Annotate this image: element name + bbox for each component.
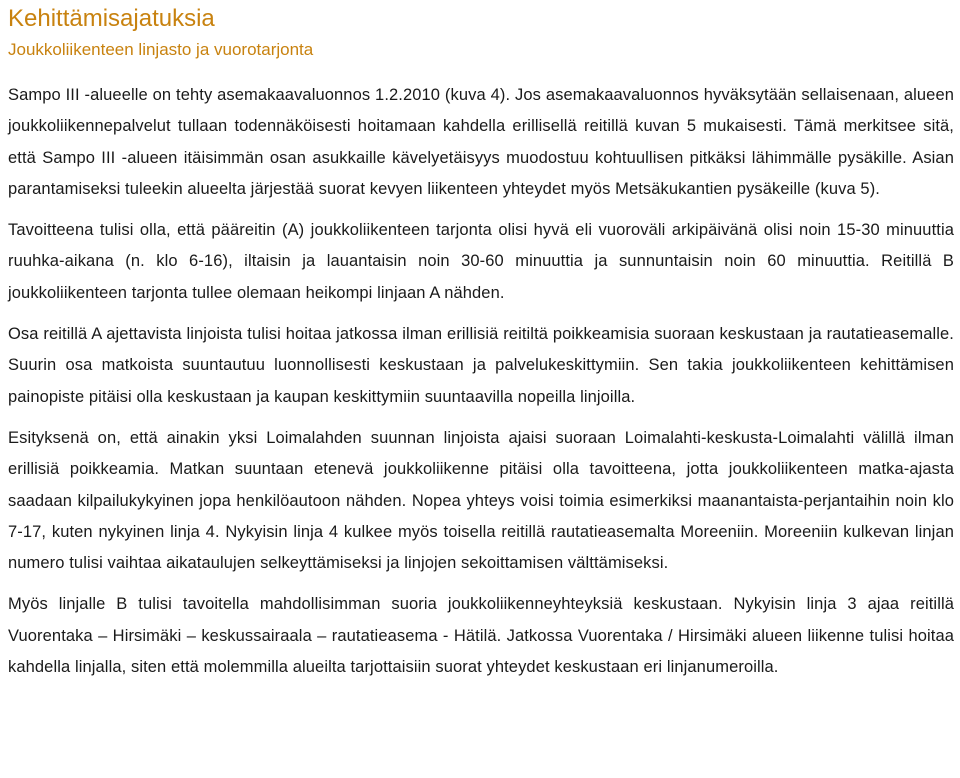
- paragraph-5: Myös linjalle B tulisi tavoitella mahdollisimman suoria joukkoliikenneyhteyksiä keskustaan. Nykyisin linja 3 ajaa reitillä Vuorentaka – Hirsimäki – keskussairaala – rautatieasema - Hätilä. Jatkossa Vuorentaka / Hirsimäki alueen liikenne tulisi hoitaa kahdella linjalla, siten että molemmilla alueilta tarjottaisiin suorat yhteydet keskustaan eri linjanumeroilla.: [8, 595, 954, 677]
- paragraph-2: Tavoitteena tulisi olla, että pääreitin (A) joukkoliikenteen tarjonta olisi hyvä eli vuoroväli arkipäivänä olisi noin 15-30 minuuttia ruuhka-aikana (n. klo 6-16), iltaisin ja lauantaisin noin 30-60 minuuttia ja sunnuntaisin noin 60 minuuttia. Reitillä B joukkoliikenteen tarjonta tullee olemaan heikompi linjaan A nähden.: [8, 221, 954, 302]
- section-subtitle: Joukkoliikenteen linjasto ja vuorotarjonta: [8, 40, 314, 59]
- paragraph-3: Osa reitillä A ajettavista linjoista tulisi hoitaa jatkossa ilman erillisiä reitiltä poikkeamisia suoraan keskustaan ja rautatieasemalle. Suurin osa matkoista suuntautuu luonnollisesti keskustaan ja palvelukeskittymiin. Sen takia joukkoliikenteen kehittämisen painopiste pitäisi olla keskustaan ja kaupan keskittymiin suuntaavilla nopeilla linjoilla.: [8, 325, 954, 406]
- page-title: Kehittämisajatuksia: [8, 5, 215, 32]
- paragraph-1: Sampo III -alueelle on tehty asemakaavaluonnos 1.2.2010 (kuva 4). Jos asemakaavaluonnos hyväksytään sellaisenaan, alueen joukkoliikennepalvelut tullaan todennäköisesti hoitamaan kahdella erillisellä reitillä kuvan 5 mukaisesti. Tämä merkitsee sitä, että Sampo III -alueen itäisimmän osan asukkaille kävelyetäisyys muodostuu kohtuullisen pitkäksi lähimmälle pysäkille. Asian parantamiseksi tuleekin alueelta järjestää suorat kevyen liikenteen yhteydet myös Metsäkukantien pysäkeille (kuva 5).: [8, 86, 954, 198]
- paragraph-4: Esityksenä on, että ainakin yksi Loimalahden suunnan linjoista ajaisi suoraan Loimalahti-keskusta-Loimalahti välillä ilman erillisiä poikkeamia. Matkan suuntaan etenevä joukkoliikenne pitäisi olla tavoitteena, jotta joukkoliikenteen matka-ajasta saadaan kilpailukykyinen jopa henkilöautoon nähden. Nopea yhteys voisi toimia esimerkiksi maanantaista-perjantaihin noin klo 7-17, kuten nykyinen linja 4. Nykyisin linja 4 kulkee myös toisella reitillä rautatieasemalta Moreeniin. Moreeniin kulkevan linjan numero tulisi vaihtaa aikataulujen selkeyttämiseksi ja linjojen sekoittamisen välttämiseksi.: [8, 428, 954, 573]
- body-text: [8, 80, 954, 683]
